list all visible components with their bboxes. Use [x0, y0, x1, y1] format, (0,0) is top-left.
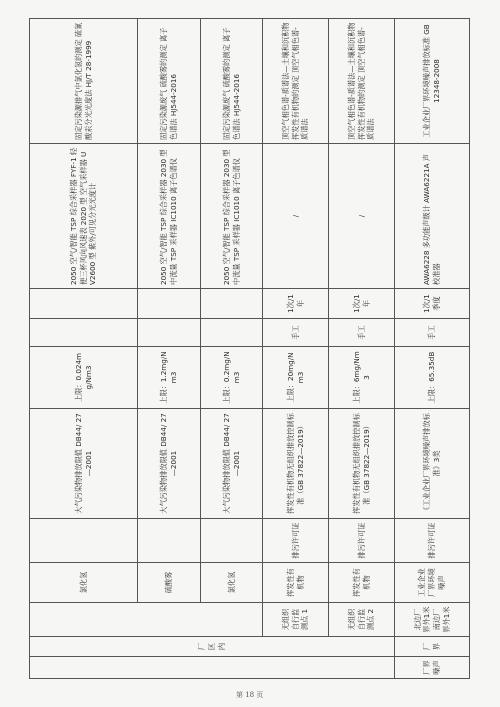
- method-cell: 手工: [263, 319, 329, 347]
- table-row: [138, 19, 201, 679]
- item-cell: 硫酸雾: [138, 563, 201, 603]
- table-row: [30, 19, 138, 679]
- point-cell: 无组织自行监测点 2: [329, 603, 395, 637]
- standard-cell: 大气污染物排放限值 DB44/ 27—2001: [30, 409, 138, 519]
- method-cell: [138, 319, 201, 347]
- standard-cell: 大气污染物排放限值 DB44/ 27—2001: [138, 409, 201, 519]
- analysis-cell: 固定污染源排气中氯化氢的测定 硫氰酸汞分光光度法 HJ/T 28-1999: [30, 19, 138, 144]
- category-cell: [30, 519, 138, 563]
- analysis-cell: 工业企业厂界环境噪声排放标准 GB 12348-2008: [395, 19, 470, 144]
- section-label-noise: 厂界噪声: [395, 657, 470, 679]
- frequency-cell: [138, 289, 201, 319]
- section-label-factory: 厂区内: [30, 637, 395, 657]
- table-row: [263, 19, 329, 679]
- limit-cell: 上限：1.2mg/Nm3: [138, 347, 201, 409]
- analysis-cell: 顶空气相色谱-质谱法—土壤和沉积物 挥发性有机物的测定 顶空气相色谱-质谱法: [329, 19, 395, 144]
- method-cell: 手工: [329, 319, 395, 347]
- instrument-cell: 2050 空气/智能 TSP 综合采样器 2030 型 中流量 TSP 采样器 IC1010 离子色谱仪: [138, 144, 201, 289]
- instrument-cell: /: [329, 144, 395, 289]
- item-cell: 氯化氢: [201, 563, 263, 603]
- limit-cell: 上限：65.35dB: [395, 347, 470, 409]
- category-cell: 排污许可证: [395, 519, 470, 563]
- standard-cell: 挥发性有机物无组织排放控制标准（GB 37822—2019）: [329, 409, 395, 519]
- category-cell: [138, 519, 201, 563]
- item-cell: 工业企业厂界环境噪声: [395, 563, 470, 603]
- monitoring-table: [29, 18, 470, 679]
- instrument-cell: 2050 空气/智能 TSP 综合采样器 2030 型 中流量 TSP 采样器 IC1010 离子色谱仪: [201, 144, 263, 289]
- limit-cell: 上限：0.024mg/Nm3: [30, 347, 138, 409]
- standard-cell: 挥发性有机物无组织排放控制标准（GB 37822—2019）: [263, 409, 329, 519]
- limit-cell: 上限：6mg/Nm3: [329, 347, 395, 409]
- frequency-cell: 1次/1年: [329, 289, 395, 319]
- point-cell: [30, 603, 263, 637]
- analysis-cell: 固定污染源废气 硫酸雾的测定 离子色谱法 HJ544-2016: [138, 19, 201, 144]
- method-cell: [30, 319, 138, 347]
- category-cell: 排污许可证: [329, 519, 395, 563]
- point-cell: 无组织自行监测点 1: [263, 603, 329, 637]
- item-cell: 氯化氢: [30, 563, 138, 603]
- item-cell: 挥发性有机物: [329, 563, 395, 603]
- page-number: 第 18 页: [236, 691, 264, 699]
- frequency-cell: 1次/1季度: [395, 289, 470, 319]
- instrument-cell: AWA6228 多功能声级计 AWA6221A 声校准器: [395, 144, 470, 289]
- limit-cell: 上限：0.2mg/Nm3: [201, 347, 263, 409]
- section-empty-cell: [30, 657, 395, 679]
- table-row: [329, 19, 395, 679]
- rotated-table-wrapper: [29, 19, 469, 679]
- limit-cell: 上限：20mg/Nm3: [263, 347, 329, 409]
- category-cell: [201, 519, 263, 563]
- instrument-cell: /: [263, 144, 329, 289]
- standard-cell: 《工业企业厂界环境噪声排放标准》3类: [395, 409, 470, 519]
- frequency-cell: [30, 289, 138, 319]
- frequency-cell: 1次/1年: [263, 289, 329, 319]
- method-cell: 手工: [395, 319, 470, 347]
- point-cell: 北边厂界外1米 南边厂界外1米: [395, 603, 470, 637]
- method-cell: [201, 319, 263, 347]
- item-cell: 挥发性有机物: [263, 563, 329, 603]
- standard-cell: 大气污染物排放限值 DB44/ 27—2001: [201, 409, 263, 519]
- table-row: [201, 19, 263, 679]
- sub-label-boundary: 厂界: [395, 637, 470, 657]
- instrument-cell: 2050 空气/智能 TSP 综合采样器 FYF-1 轻便三杯风向风速表 2020 型 空气采样器 UV2600 型 紫外/可见分光光度计: [30, 144, 138, 289]
- analysis-cell: 顶空气相色谱-质谱法—土壤和沉积物 挥发性有机物的测定 顶空气相色谱-质谱法: [263, 19, 329, 144]
- analysis-cell: 固定污染源废气 硫酸雾的测定 离子色谱法 HJ544-2016: [201, 19, 263, 144]
- table-row: [395, 19, 470, 679]
- frequency-cell: [201, 289, 263, 319]
- category-cell: 排污许可证: [263, 519, 329, 563]
